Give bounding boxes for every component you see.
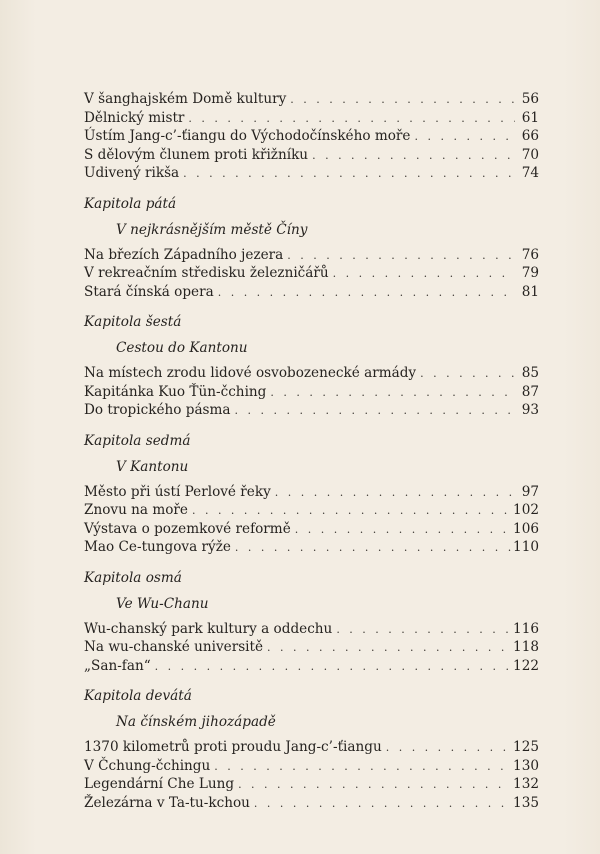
entry-title: Mao Ce-tungova rýže (84, 539, 231, 555)
table-of-contents (84, 90, 539, 812)
dot-leader (333, 265, 515, 284)
chapter-title: Cestou do Kantonu (116, 340, 248, 356)
page-number: 116 (513, 620, 539, 637)
dot-leader (238, 776, 511, 795)
chapter-section (84, 431, 539, 557)
entry-title: Do tropického pásma (84, 402, 231, 418)
dot-leader (312, 147, 515, 166)
page-number: 70 (521, 146, 539, 163)
chapter-label: Kapitola devátá (84, 688, 192, 704)
dot-leader (386, 739, 511, 758)
toc-entry (84, 246, 539, 265)
entry-title: Dělnický mistr (84, 109, 185, 126)
toc-entry (84, 109, 539, 128)
entry-title: Na místech zrodu lidové osvobozenecké armády (84, 365, 417, 381)
entry-title: Znovu na moře (84, 502, 188, 518)
page-number: 66 (521, 128, 539, 144)
page-number: 85 (521, 365, 539, 381)
toc-entry (84, 146, 539, 165)
dot-leader (295, 521, 511, 540)
entry-title: Legendární Che Lung (84, 776, 235, 792)
dot-leader (336, 621, 511, 640)
dot-leader (218, 284, 515, 303)
dot-leader (235, 402, 515, 421)
chapter-label: Kapitola šestá (84, 314, 182, 330)
page-number: 76 (521, 246, 539, 263)
page-number: 81 (521, 283, 539, 300)
page-number: 122 (513, 657, 539, 674)
page-number: 79 (521, 265, 539, 281)
toc-entry (84, 775, 539, 794)
page-number: 110 (513, 539, 539, 555)
entry-title: „San-fan“ (84, 657, 151, 674)
chapter-section (84, 312, 539, 420)
dot-leader (275, 484, 515, 503)
chapter-section (84, 194, 539, 302)
entry-title: V rekreačním středisku železničářů (84, 265, 329, 281)
dot-leader (192, 502, 511, 521)
toc-entry (84, 164, 539, 183)
toc-entry (84, 264, 539, 283)
entry-title: Na wu-chanské universitě (84, 639, 264, 655)
toc-entry (84, 383, 539, 402)
page-number: 106 (513, 520, 539, 537)
toc-entry (84, 401, 539, 420)
chapter-title: V Kantonu (116, 458, 189, 475)
page-number: 74 (521, 165, 539, 181)
toc-entry (84, 483, 539, 502)
dot-leader (420, 365, 515, 384)
toc-entry (84, 520, 539, 539)
dot-leader (414, 128, 515, 147)
page-number: 97 (521, 483, 539, 500)
toc-entry (84, 620, 539, 639)
toc-entry (84, 283, 539, 302)
toc-entry (84, 538, 539, 557)
chapter-label: Kapitola osmá (84, 569, 182, 586)
toc-entry (84, 638, 539, 657)
entry-title: 1370 kilometrů proti proudu Jang-c’-ťiangu (84, 739, 382, 755)
dot-leader (188, 110, 515, 129)
dot-leader (214, 758, 511, 777)
entry-title: Udivený rikša (84, 165, 180, 181)
entry-title: Ústím Jang-c’-ťiangu do Východočínského moře (84, 128, 411, 144)
intro-entries (84, 90, 539, 183)
chapter-section (84, 568, 539, 676)
toc-entry (84, 127, 539, 146)
entry-title: S dělovým člunem proti křižníku (84, 146, 309, 163)
dot-leader (183, 165, 515, 184)
page-number: 87 (521, 383, 539, 400)
entry-title: Město při ústí Perlové řeky (84, 483, 271, 500)
chapter-title: Ve Wu-Chanu (116, 595, 209, 612)
dot-leader (235, 539, 511, 558)
page-number: 61 (521, 109, 539, 126)
dot-leader (290, 91, 515, 110)
entry-title: V šanghajském Domě kultury (84, 91, 287, 107)
toc-entry (84, 657, 539, 676)
entry-title: Wu-chanský park kultury a oddechu (84, 620, 333, 637)
entry-title: Na březích Západního jezera (84, 246, 284, 263)
entry-title: V Čchung-čchingu (84, 757, 211, 774)
dot-leader (287, 247, 515, 266)
toc-entry (84, 794, 539, 813)
entry-title: Kapitánka Kuo Ťün-čching (84, 383, 267, 400)
dot-leader (270, 384, 515, 403)
entry-title: Železárna v Ta-tu-kchou (84, 794, 250, 811)
page-number: 125 (513, 739, 539, 755)
chapter-title: Na čínském jihozápadě (116, 714, 276, 730)
toc-entry (84, 364, 539, 383)
chapter-label: Kapitola sedmá (84, 432, 191, 449)
dot-leader (267, 639, 511, 658)
entry-title: Stará čínská opera (84, 283, 214, 300)
page-number: 130 (513, 757, 539, 774)
page-number: 118 (513, 639, 539, 655)
page-number: 93 (521, 402, 539, 418)
dot-leader (254, 795, 511, 814)
page-number: 132 (513, 776, 539, 792)
toc-entry (84, 757, 539, 776)
entry-title: Výstava o pozemkové reformě (84, 520, 291, 537)
page-number: 56 (521, 91, 539, 107)
dot-leader (155, 658, 511, 677)
page-number: 102 (513, 502, 539, 518)
toc-entry (84, 738, 539, 757)
toc-entry (84, 90, 539, 109)
chapter-label: Kapitola pátá (84, 195, 177, 212)
toc-entry (84, 501, 539, 520)
chapter-section (84, 686, 539, 812)
chapter-title: V nejkrásnějším městě Číny (116, 221, 308, 238)
page-number: 135 (513, 794, 539, 811)
